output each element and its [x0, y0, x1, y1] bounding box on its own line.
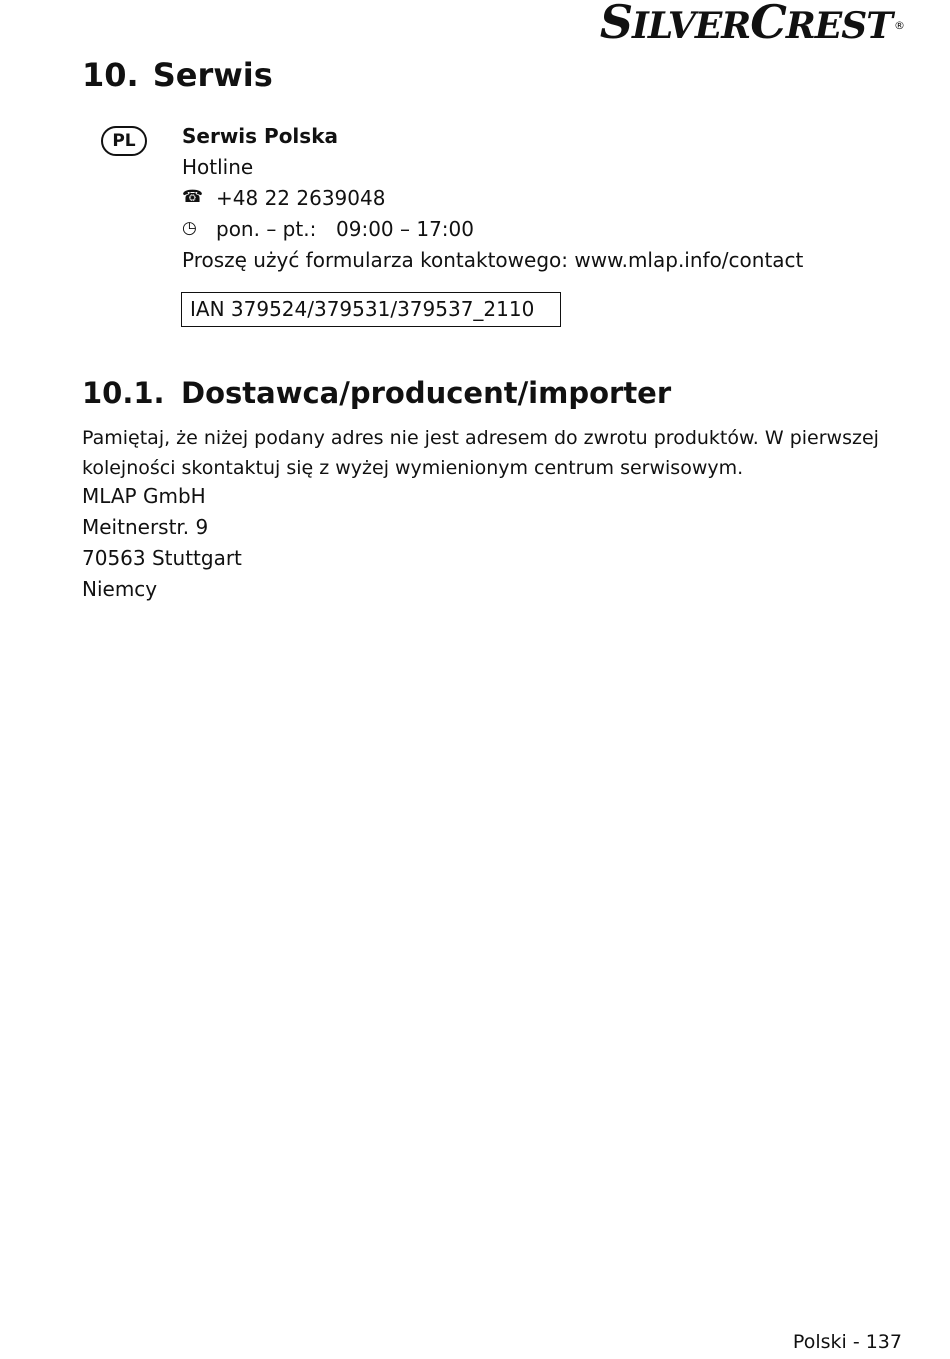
opening-hours: 09:00 – 17:00 [336, 217, 474, 241]
silvercrest-logo: SILVERCREST ® [599, 0, 904, 49]
section-title: Serwis [152, 56, 273, 94]
address-city: 70563 Stuttgart [82, 546, 242, 570]
service-block [182, 121, 803, 276]
page-footer: Polski - 137 [792, 1331, 902, 1353]
hours-row [182, 214, 803, 245]
subsection-title: Dostawca/producent/importer [181, 376, 672, 410]
opening-days: pon. – pt.: [216, 217, 317, 241]
notice-paragraph: Pamiętaj, że niżej podany adres nie jest adresem do zwrotu produktów. W pierwszej kolejności skontaktuj się z wyżej wymienionym centrum serwisowym. [82, 427, 879, 479]
subsection-heading [82, 376, 671, 410]
address-block [82, 481, 242, 605]
hotline-label: Hotline [182, 155, 254, 179]
subsection-number: 10.1. [82, 376, 165, 410]
section-number: 10. [82, 56, 139, 94]
phone-icon: ☎ [182, 187, 204, 207]
address-country: Niemcy [82, 577, 158, 601]
service-title: Serwis Polska [182, 124, 338, 148]
section-heading [82, 56, 273, 94]
phone-number: +48 22 2639048 [216, 186, 386, 210]
ian-box: IAN 379524/379531/379537_2110 [181, 292, 561, 327]
clock-icon: ◷ [182, 218, 197, 238]
contact-text: Proszę użyć formularza kontaktowego: www.mlap.info/contact [182, 248, 804, 272]
address-street: Meitnerstr. 9 [82, 515, 209, 539]
phone-row [182, 183, 803, 214]
address-company: MLAP GmbH [82, 484, 206, 508]
country-badge: PL [101, 126, 147, 156]
